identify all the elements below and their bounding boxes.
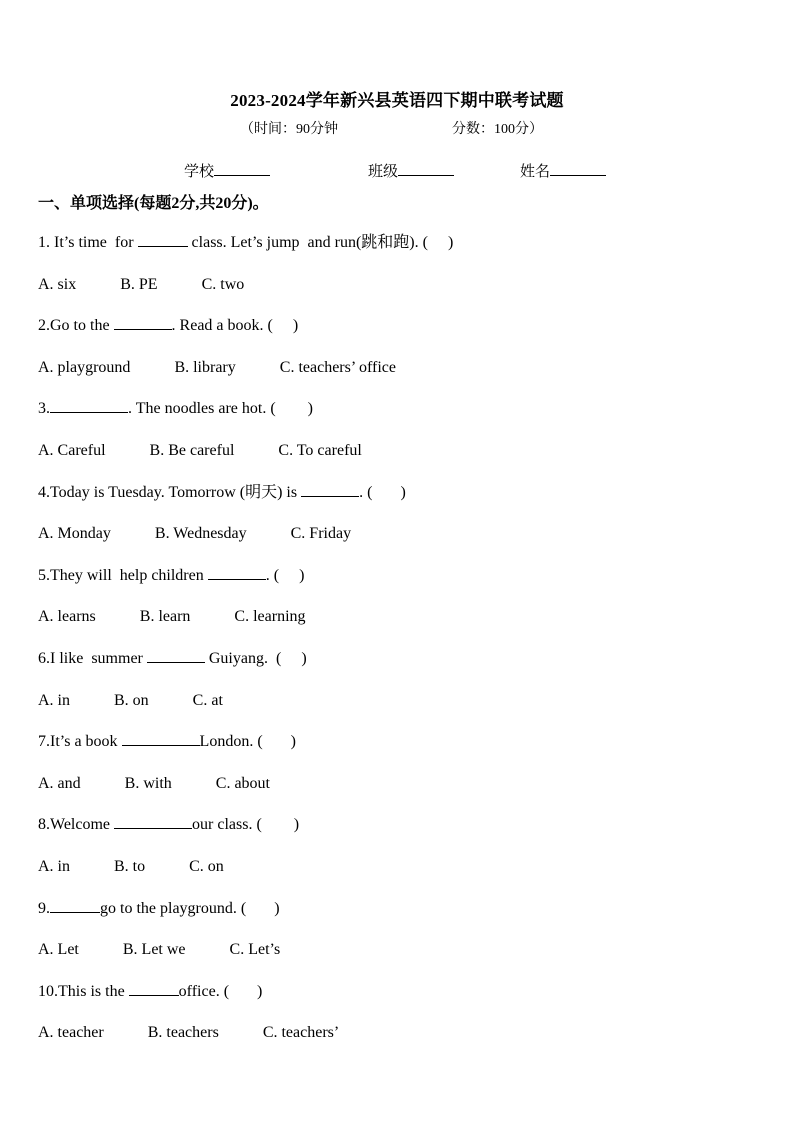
option-c[interactable]: C. teachers’ <box>262 1024 340 1042</box>
school-blank[interactable] <box>214 161 270 176</box>
exam-score: 分数：100分） <box>452 122 543 137</box>
answer-paren[interactable]: ) <box>262 733 296 751</box>
answer-paren[interactable]: ) <box>246 899 280 917</box>
exam-time: （时间：90分钟 <box>240 122 338 137</box>
question-options <box>38 274 758 316</box>
question-stem <box>38 232 758 274</box>
answer-paren[interactable]: ) <box>372 483 406 501</box>
question-text-pre: 1. It’s time for <box>38 234 138 251</box>
question-text-pre: 10.This is the <box>38 982 129 1000</box>
option-c[interactable]: C. on <box>189 857 224 875</box>
question-stem <box>38 398 758 440</box>
question-text-post: . ( <box>359 483 373 501</box>
option-a[interactable]: A. and <box>38 774 81 792</box>
question-options <box>38 1022 758 1064</box>
question-text-post: . Read a book. ( <box>171 317 273 335</box>
option-b[interactable]: B. library <box>174 358 236 376</box>
question-text-pre: 6.I like summer <box>38 649 147 667</box>
option-c[interactable]: C. Friday <box>290 525 352 543</box>
question-text-pre: 3. <box>38 400 50 418</box>
question-text-pre: 7.It’s a book <box>38 733 122 751</box>
option-c[interactable]: C. Let’s <box>229 941 281 959</box>
answer-blank[interactable] <box>114 315 172 330</box>
answer-blank[interactable] <box>208 565 266 580</box>
question-text-post: go to the playground. ( <box>100 899 247 917</box>
answer-paren[interactable]: ) <box>272 317 299 335</box>
name-label: 姓名 <box>520 164 551 180</box>
question-options <box>38 357 758 399</box>
option-a[interactable]: A. learns <box>38 608 96 626</box>
option-b[interactable]: B. Be careful <box>149 441 235 459</box>
option-c[interactable]: C. about <box>215 774 270 792</box>
question-stem <box>38 981 758 1023</box>
question-text-pre: 9. <box>38 899 50 917</box>
option-b[interactable]: B. on <box>114 691 149 709</box>
question-stem <box>38 814 758 856</box>
name-blank[interactable] <box>550 161 606 176</box>
school-label: 学校 <box>184 164 215 180</box>
answer-paren[interactable]: ) <box>281 649 307 667</box>
option-a[interactable]: A. Monday <box>38 525 111 543</box>
question-options <box>38 690 758 732</box>
question-options <box>38 523 758 565</box>
page-title: 2023-2024学年新兴县英语四下期中联考试题 <box>230 91 564 110</box>
question-text-pre: 4.Today is Tuesday. Tomorrow (明天) is <box>38 483 302 501</box>
answer-blank[interactable] <box>122 731 200 746</box>
question-text-post: Guiyang. ( <box>204 649 282 667</box>
question-options <box>38 606 758 648</box>
option-b[interactable]: B. to <box>114 857 146 875</box>
option-a[interactable]: A. playground <box>38 358 131 376</box>
answer-blank[interactable] <box>147 648 205 663</box>
question-stem <box>38 648 758 690</box>
question-text-post: . The noodles are hot. ( <box>128 400 276 418</box>
option-b[interactable]: B. teachers <box>147 1024 219 1042</box>
option-a[interactable]: A. Let <box>38 941 79 959</box>
option-c[interactable]: C. two <box>201 275 245 293</box>
option-a[interactable]: A. six <box>38 275 77 293</box>
question-options <box>38 856 758 898</box>
question-stem <box>38 315 758 357</box>
question-text-post: London. ( <box>199 733 263 751</box>
option-a[interactable]: A. Careful <box>38 441 106 459</box>
question-list <box>38 232 758 1064</box>
question-text-pre: 8.Welcome <box>38 816 115 834</box>
question-text-pre: 5.They will help children <box>38 566 208 584</box>
option-b[interactable]: B. with <box>124 774 172 792</box>
answer-blank[interactable] <box>50 898 100 913</box>
answer-blank[interactable] <box>138 232 188 247</box>
question-text-post: . ( <box>265 566 280 584</box>
question-stem <box>38 898 758 940</box>
answer-paren[interactable]: ) <box>261 816 300 834</box>
question-options <box>38 440 758 482</box>
class-field[interactable] <box>368 160 454 181</box>
option-c[interactable]: C. teachers’ office <box>279 358 396 376</box>
option-c[interactable]: C. To careful <box>278 441 362 459</box>
class-label: 班级 <box>368 164 399 180</box>
question-text-post: our class. ( <box>192 816 262 834</box>
question-text-post: office. ( <box>178 982 230 1000</box>
answer-blank[interactable] <box>301 482 359 497</box>
option-c[interactable]: C. at <box>192 691 223 709</box>
class-blank[interactable] <box>398 161 454 176</box>
option-c[interactable]: C. learning <box>234 608 306 626</box>
answer-paren[interactable]: ) <box>279 566 305 584</box>
question-text-pre: 2.Go to the <box>38 317 114 335</box>
answer-paren[interactable]: ) <box>229 982 263 1000</box>
school-field[interactable] <box>184 160 270 181</box>
answer-paren[interactable]: ) <box>275 400 313 418</box>
question-stem <box>38 565 758 607</box>
answer-blank[interactable] <box>129 981 179 996</box>
section-heading: 一、单项选择(每题2分,共20分)。 <box>38 195 269 212</box>
option-b[interactable]: B. PE <box>120 275 158 293</box>
name-field[interactable] <box>520 160 606 181</box>
question-options <box>38 773 758 815</box>
question-stem <box>38 482 758 524</box>
option-b[interactable]: B. Let we <box>122 941 186 959</box>
option-a[interactable]: A. in <box>38 691 70 709</box>
question-text-post: class. Let’s jump and run(跳和跑). ( <box>187 234 428 251</box>
answer-blank[interactable] <box>50 398 128 413</box>
answer-paren[interactable]: ) <box>427 234 454 251</box>
answer-blank[interactable] <box>114 814 192 829</box>
question-stem <box>38 731 758 773</box>
option-b[interactable]: B. learn <box>139 608 191 626</box>
option-a[interactable]: A. in <box>38 857 70 875</box>
question-options <box>38 939 758 981</box>
option-b[interactable]: B. Wednesday <box>154 525 247 543</box>
option-a[interactable]: A. teacher <box>38 1024 104 1042</box>
